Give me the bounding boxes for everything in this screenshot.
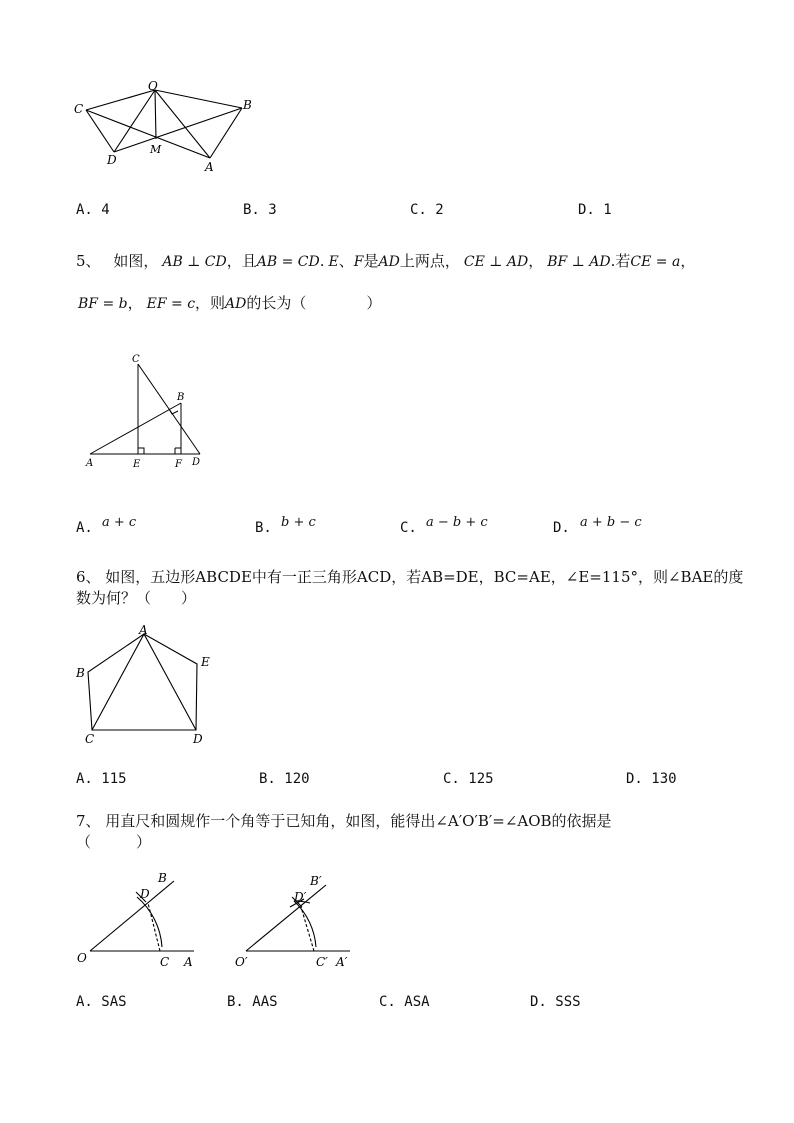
q5-option-a-letter[interactable]: A. <box>76 520 93 536</box>
q5-option-d-expr: a + b − c <box>580 515 642 530</box>
q5-text: ， <box>680 252 696 270</box>
q5-label-a: A <box>86 458 94 469</box>
q4-label-m: M <box>150 143 162 156</box>
q7-right-label-d: D′ <box>294 890 307 904</box>
q4-label-c: C <box>74 102 84 116</box>
q5-math: BF ⊥ AD <box>547 254 611 270</box>
q6-option-a[interactable]: A. 115 <box>76 771 127 787</box>
q5-option-c-letter[interactable]: C. <box>400 520 417 536</box>
q5-figure <box>80 350 210 475</box>
q5-text: ，且 <box>226 252 257 270</box>
q7-right-label-a: A′ <box>336 955 348 969</box>
q4-option-b[interactable]: B. 3 <box>243 202 277 218</box>
q5-math: AD <box>378 254 400 270</box>
q7-left-label-o: O <box>77 951 87 965</box>
q5-text: ， <box>528 252 544 270</box>
q5-option-b-letter[interactable]: B. <box>255 520 272 536</box>
q5-stem-line2 <box>78 292 381 313</box>
q7-left-label-c: C <box>160 955 170 969</box>
q6-label-a: A <box>139 623 148 637</box>
q6-option-d[interactable]: D. 130 <box>626 771 677 787</box>
q5-math: E <box>328 254 339 270</box>
q7-right-label-o: O′ <box>235 955 248 969</box>
q5-text: 、 <box>338 252 354 270</box>
q5-math: AB ⊥ CD <box>162 254 227 270</box>
q5-label-e: E <box>133 459 141 470</box>
q4-option-a[interactable]: A. 4 <box>76 202 110 218</box>
q7-figure-left <box>70 865 210 975</box>
q5-math: EF = c <box>146 296 196 312</box>
q5-math: AB = CD <box>256 254 320 270</box>
q7-right-label-c: C′ <box>316 955 328 969</box>
q6-label-b: B <box>76 666 85 680</box>
q6-stem-line1: 6、 如图，五边形ABCDE中有一正三角形ACD，若AB=DE，BC=AE，∠E=115°，则∠BAE的度 <box>76 568 744 586</box>
q5-text: ， <box>127 294 143 312</box>
q5-label-d: D <box>192 457 201 468</box>
q5-number: 5、 <box>76 252 101 270</box>
q5-text: 的长为（ ） <box>246 294 382 312</box>
q5-text: 上两点， <box>399 252 460 270</box>
q4-option-c[interactable]: C. 2 <box>410 202 444 218</box>
q7-left-label-b: B <box>158 871 167 885</box>
q4-figure <box>70 78 260 178</box>
q5-math: BF = b <box>78 296 128 312</box>
q5-text: . <box>319 252 325 270</box>
q5-option-c-expr: a − b + c <box>426 515 488 530</box>
q7-stem-line1: 7、 用直尺和圆规作一个角等于已知角，如图，能得出∠A′O′B′=∠AOB的依据是 <box>76 812 612 830</box>
q5-text: .若 <box>610 252 631 270</box>
q5-option-a-expr: a + c <box>102 515 137 530</box>
q5-option-d-letter[interactable]: D. <box>553 520 570 536</box>
q7-left-label-a: A <box>184 955 193 969</box>
q5-text: ，则 <box>195 294 226 312</box>
q5-math: F <box>353 254 364 270</box>
q7-option-d[interactable]: D. SSS <box>530 994 581 1010</box>
q6-label-d: D <box>193 732 203 746</box>
q7-figure-right <box>228 865 368 975</box>
q7-left-label-d: D <box>140 887 150 901</box>
q5-option-b-expr: b + c <box>281 515 316 530</box>
q5-math: CE ⊥ AD <box>463 254 529 270</box>
q7-option-a[interactable]: A. SAS <box>76 994 127 1010</box>
q6-label-c: C <box>85 732 95 746</box>
q6-stem-line2: 数为何？（ ） <box>76 589 197 607</box>
q7-option-b[interactable]: B. AAS <box>227 994 278 1010</box>
q6-label-e: E <box>201 655 210 669</box>
q7-option-c[interactable]: C. ASA <box>379 994 430 1010</box>
q4-label-o: O <box>148 79 158 93</box>
q6-figure <box>72 622 222 747</box>
q5-label-c: C <box>132 354 140 365</box>
q5-text: 是 <box>363 252 379 270</box>
q4-label-b: B <box>243 98 252 112</box>
q6-option-b[interactable]: B. 120 <box>259 771 310 787</box>
q4-label-a: A <box>205 160 214 174</box>
q5-label-f: F <box>175 459 182 470</box>
q6-option-c[interactable]: C. 125 <box>443 771 494 787</box>
q5-math: CE = a <box>630 254 681 270</box>
q5-label-b: B <box>177 392 185 403</box>
q7-stem-line2: （ ） <box>76 833 152 851</box>
q5-text: 如图， <box>113 252 159 270</box>
q5-math: AD <box>225 296 247 312</box>
q4-option-d[interactable]: D. 1 <box>578 202 612 218</box>
q7-right-label-b: B′ <box>310 874 322 888</box>
q5-stem-line1 <box>76 250 695 271</box>
q4-label-d: D <box>107 153 117 167</box>
